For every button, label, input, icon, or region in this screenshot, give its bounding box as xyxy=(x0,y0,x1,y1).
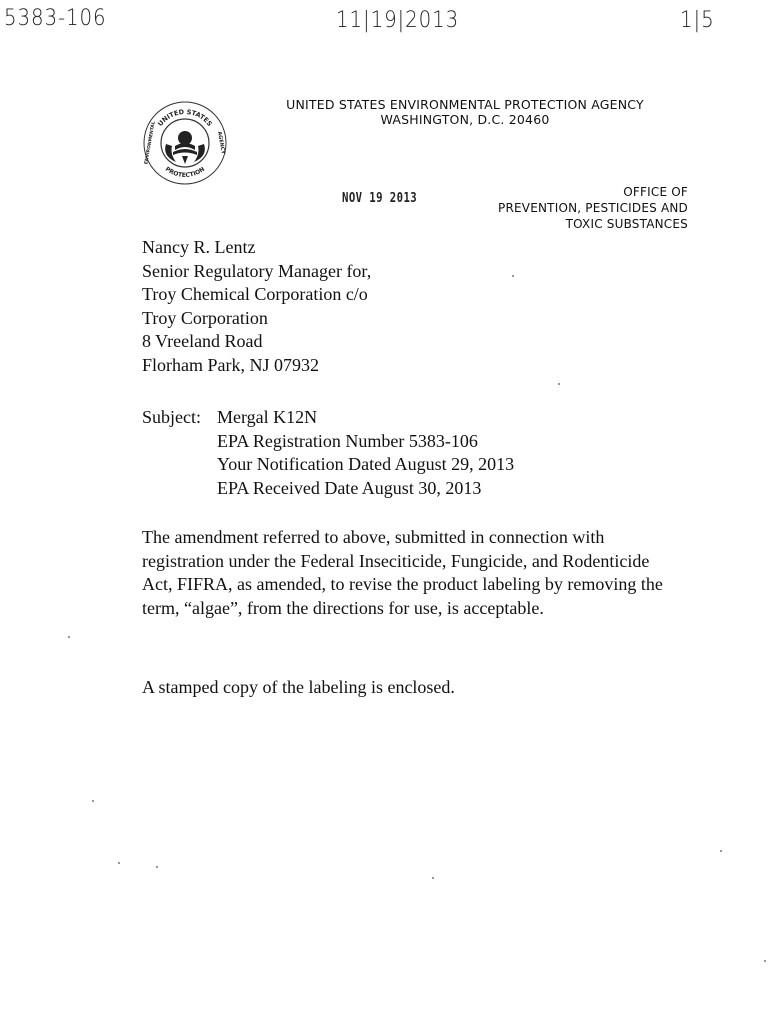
address-line: Troy Corporation xyxy=(142,307,268,328)
address-line: Florham Park, NJ 07932 xyxy=(142,354,319,375)
scan-speck xyxy=(432,877,434,879)
scan-speck xyxy=(68,636,70,638)
epa-seal-icon xyxy=(142,100,228,186)
address-line: Nancy R. Lentz xyxy=(142,237,256,257)
office-line-3: TOXIC SUBSTANCES xyxy=(565,217,688,231)
subject-registration: EPA Registration Number 5383-106 xyxy=(217,430,478,451)
subject-block xyxy=(142,406,514,500)
handwritten-date: 11|19|2013 xyxy=(336,8,460,33)
scan-speck xyxy=(156,866,158,868)
address-line: Troy Chemical Corporation c/o xyxy=(142,284,368,304)
subject-label: Subject: xyxy=(142,407,201,427)
agency-heading xyxy=(230,97,700,127)
office-line-1: OFFICE OF xyxy=(623,185,688,199)
svg-text:PROTECTION xyxy=(164,166,206,179)
body-paragraph: The amendment referred to above, submitted in connection with registration under the Federal Inseciticide, Fungicide, and Rodenticide Act, FIFRA, as amended, to revise the product labeling by removing the term, “algae”, from the directions for use, is acceptable. xyxy=(142,527,663,618)
address-line: Senior Regulatory Manager for, xyxy=(142,260,372,281)
scan-speck xyxy=(512,275,514,277)
handwritten-page-number: 1|5 xyxy=(680,8,715,33)
agency-city: WASHINGTON, D.C. 20460 xyxy=(380,112,550,127)
address-line: 8 Vreeland Road xyxy=(142,331,263,351)
scan-speck xyxy=(558,383,560,385)
seal-text-right: AGENCY xyxy=(216,131,226,155)
agency-name: UNITED STATES ENVIRONMENTAL PROTECTION AGENCY xyxy=(286,97,644,112)
scan-speck xyxy=(764,960,766,962)
scan-speck xyxy=(118,862,120,864)
scan-speck xyxy=(92,800,94,802)
seal-text-left: ENVIRONMENTAL xyxy=(144,121,157,165)
office-block xyxy=(498,184,688,232)
svg-text:UNITED STATES xyxy=(156,108,214,128)
seal-text-bottom: PROTECTION xyxy=(163,165,207,180)
scan-speck xyxy=(720,850,722,852)
recipient-address xyxy=(142,236,371,377)
subject-notification-date: Your Notification Dated August 29, 2013 xyxy=(217,454,515,474)
closing-sentence: A stamped copy of the labeling is enclosed. xyxy=(142,677,455,697)
seal-text-top: UNITED STATES xyxy=(156,107,214,128)
office-line-2: PREVENTION, PESTICIDES AND xyxy=(498,201,688,215)
handwritten-file-number: 5383-106 xyxy=(4,6,107,31)
subject-received-date: EPA Received Date August 30, 2013 xyxy=(217,477,482,498)
subject-product: Mergal K12N xyxy=(217,407,318,427)
date-stamp: NOV 19 2013 xyxy=(342,191,418,206)
